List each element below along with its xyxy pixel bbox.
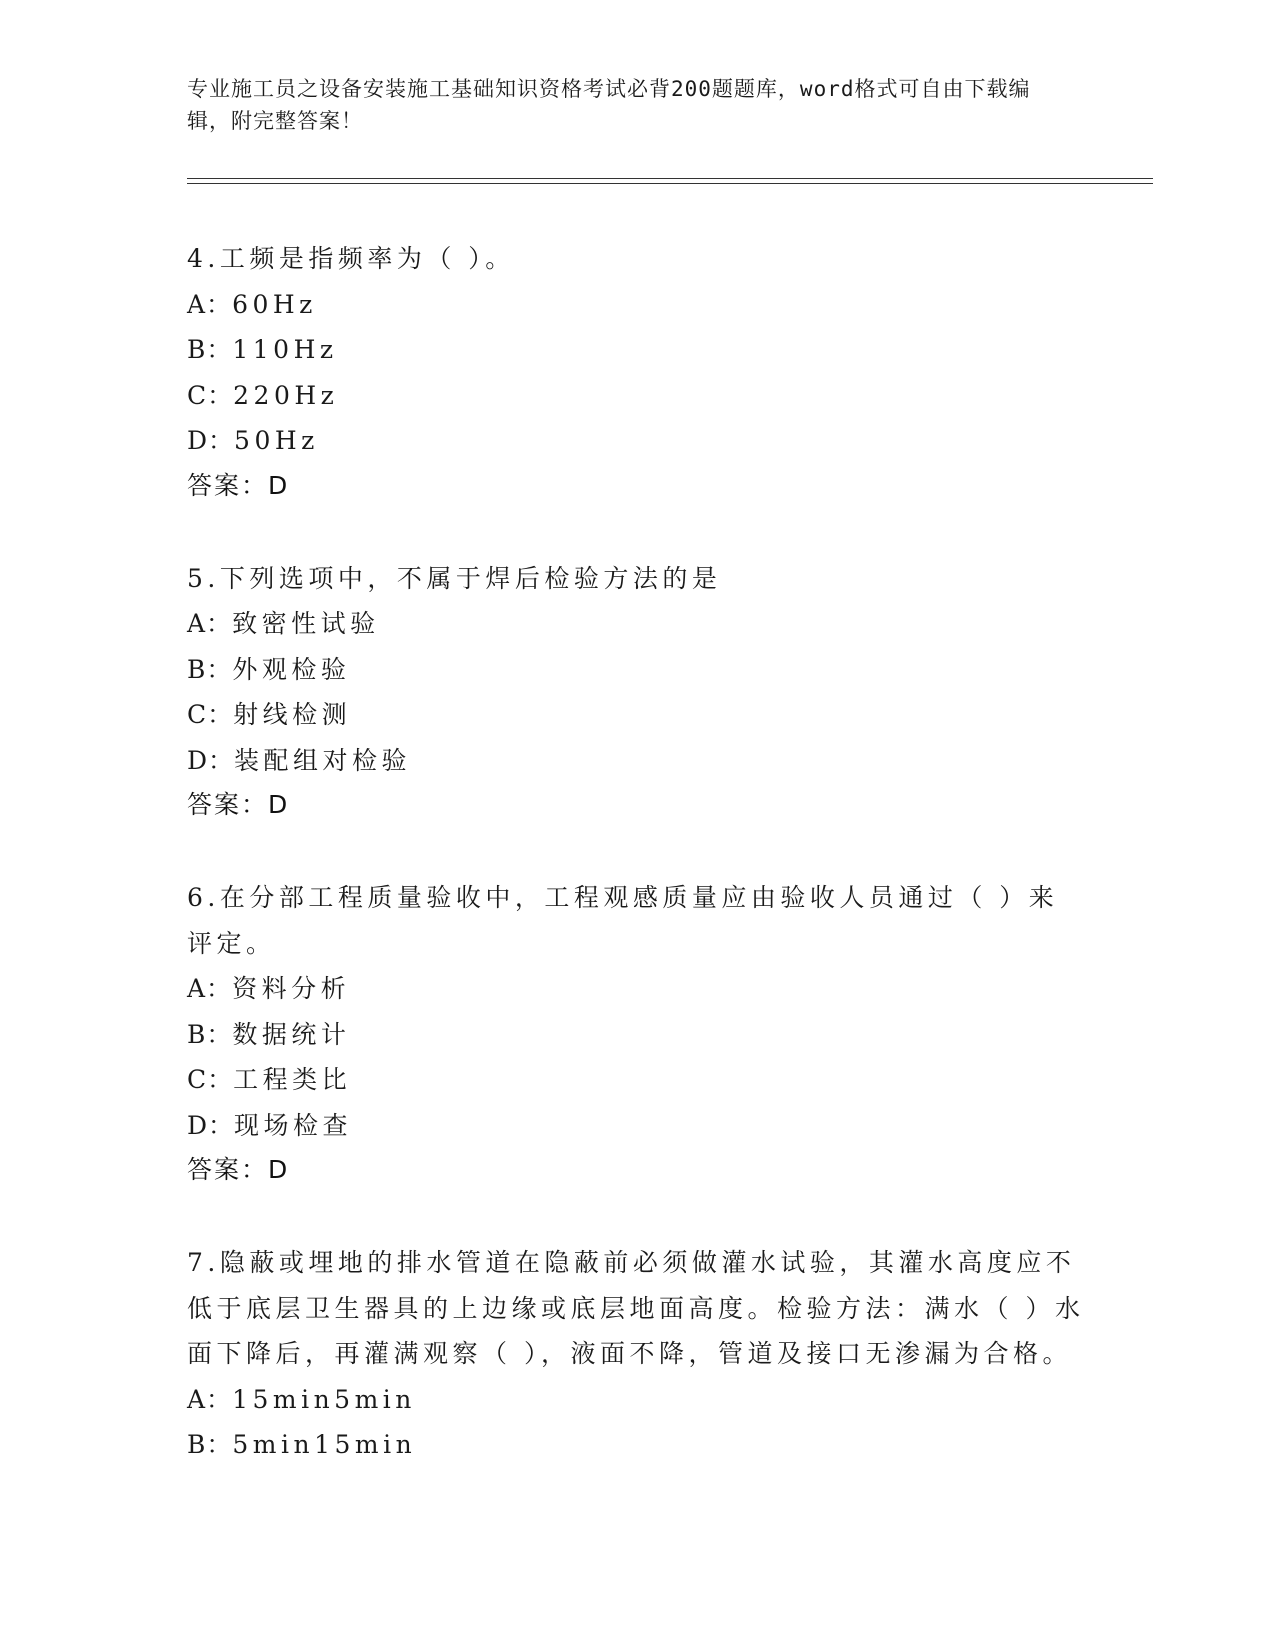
option-text: 射线检测	[233, 700, 352, 729]
option-letter: B：	[187, 1019, 233, 1049]
option-letter: B：	[187, 335, 233, 364]
option-letter: B：	[187, 1430, 233, 1459]
option-letter: B：	[187, 654, 233, 684]
option-text: 220Hz	[233, 380, 339, 410]
option-text: 数据统计	[232, 1019, 351, 1049]
question-stem: 4.工频是指频率为（ ）。	[187, 244, 515, 273]
option-text: 致密性试验	[232, 609, 380, 638]
option-d	[187, 1103, 1087, 1149]
option-letter: D：	[187, 745, 235, 775]
option-text: 资料分析	[232, 974, 351, 1003]
option-letter: D：	[187, 426, 235, 455]
option-text: 装配组对检验	[234, 745, 412, 775]
option-text: 5min15min	[232, 1430, 417, 1459]
header-rule-bottom	[187, 183, 1153, 184]
question-stem: 7.隐蔽或埋地的排水管道在隐蔽前必须做灌水试验，其灌水高度应不低于底层卫生器具的上边缘或底层地面高度。检验方法：满水（ ）水面下降后，再灌满观察（ ），液面不降，管道及接口无渗漏为合格。	[187, 1248, 1085, 1368]
option-c	[187, 692, 1087, 738]
option-b	[187, 1422, 1087, 1468]
option-a	[187, 966, 1087, 1012]
option-b	[187, 327, 1087, 373]
answer-line: 答案：D	[187, 470, 290, 500]
option-letter: C：	[187, 1065, 234, 1094]
option-text: 60Hz	[232, 289, 317, 319]
option-letter: C：	[187, 380, 234, 410]
option-letter: A：	[187, 289, 233, 319]
option-text: 110Hz	[232, 335, 338, 364]
question-7	[187, 1240, 1087, 1468]
question-5	[187, 556, 1087, 828]
option-letter: A：	[187, 1384, 233, 1414]
option-text: 外观检验	[232, 654, 351, 684]
question-list	[187, 236, 1087, 1516]
option-text: 现场检查	[234, 1110, 353, 1140]
option-text: 50Hz	[234, 426, 319, 455]
option-b	[187, 1012, 1087, 1058]
option-text: 工程类比	[233, 1065, 352, 1094]
question-stem: 5.下列选项中，不属于焊后检验方法的是	[187, 563, 722, 593]
option-d	[187, 738, 1087, 784]
option-a	[187, 282, 1087, 328]
document-header: 专业施工员之设备安装施工基础知识资格考试必背200题题库，word格式可自由下载编辑，附完整答案！	[187, 77, 1031, 133]
option-text: 15min5min	[232, 1384, 416, 1414]
option-letter: A：	[187, 609, 233, 638]
option-letter: C：	[187, 700, 234, 729]
option-c	[187, 373, 1087, 419]
option-a	[187, 601, 1087, 647]
answer-line: 答案：D	[187, 1155, 290, 1184]
question-6	[187, 875, 1087, 1192]
option-letter: A：	[187, 974, 233, 1003]
option-c	[187, 1057, 1087, 1103]
option-d	[187, 418, 1087, 464]
header-rule-top	[187, 178, 1153, 179]
answer-line: 答案：D	[187, 790, 290, 819]
option-b	[187, 647, 1087, 693]
question-4	[187, 236, 1087, 508]
option-letter: D：	[187, 1110, 235, 1140]
option-a	[187, 1377, 1087, 1423]
question-stem: 6.在分部工程质量验收中，工程观感质量应由验收人员通过（ ）来评定。	[187, 883, 1059, 958]
